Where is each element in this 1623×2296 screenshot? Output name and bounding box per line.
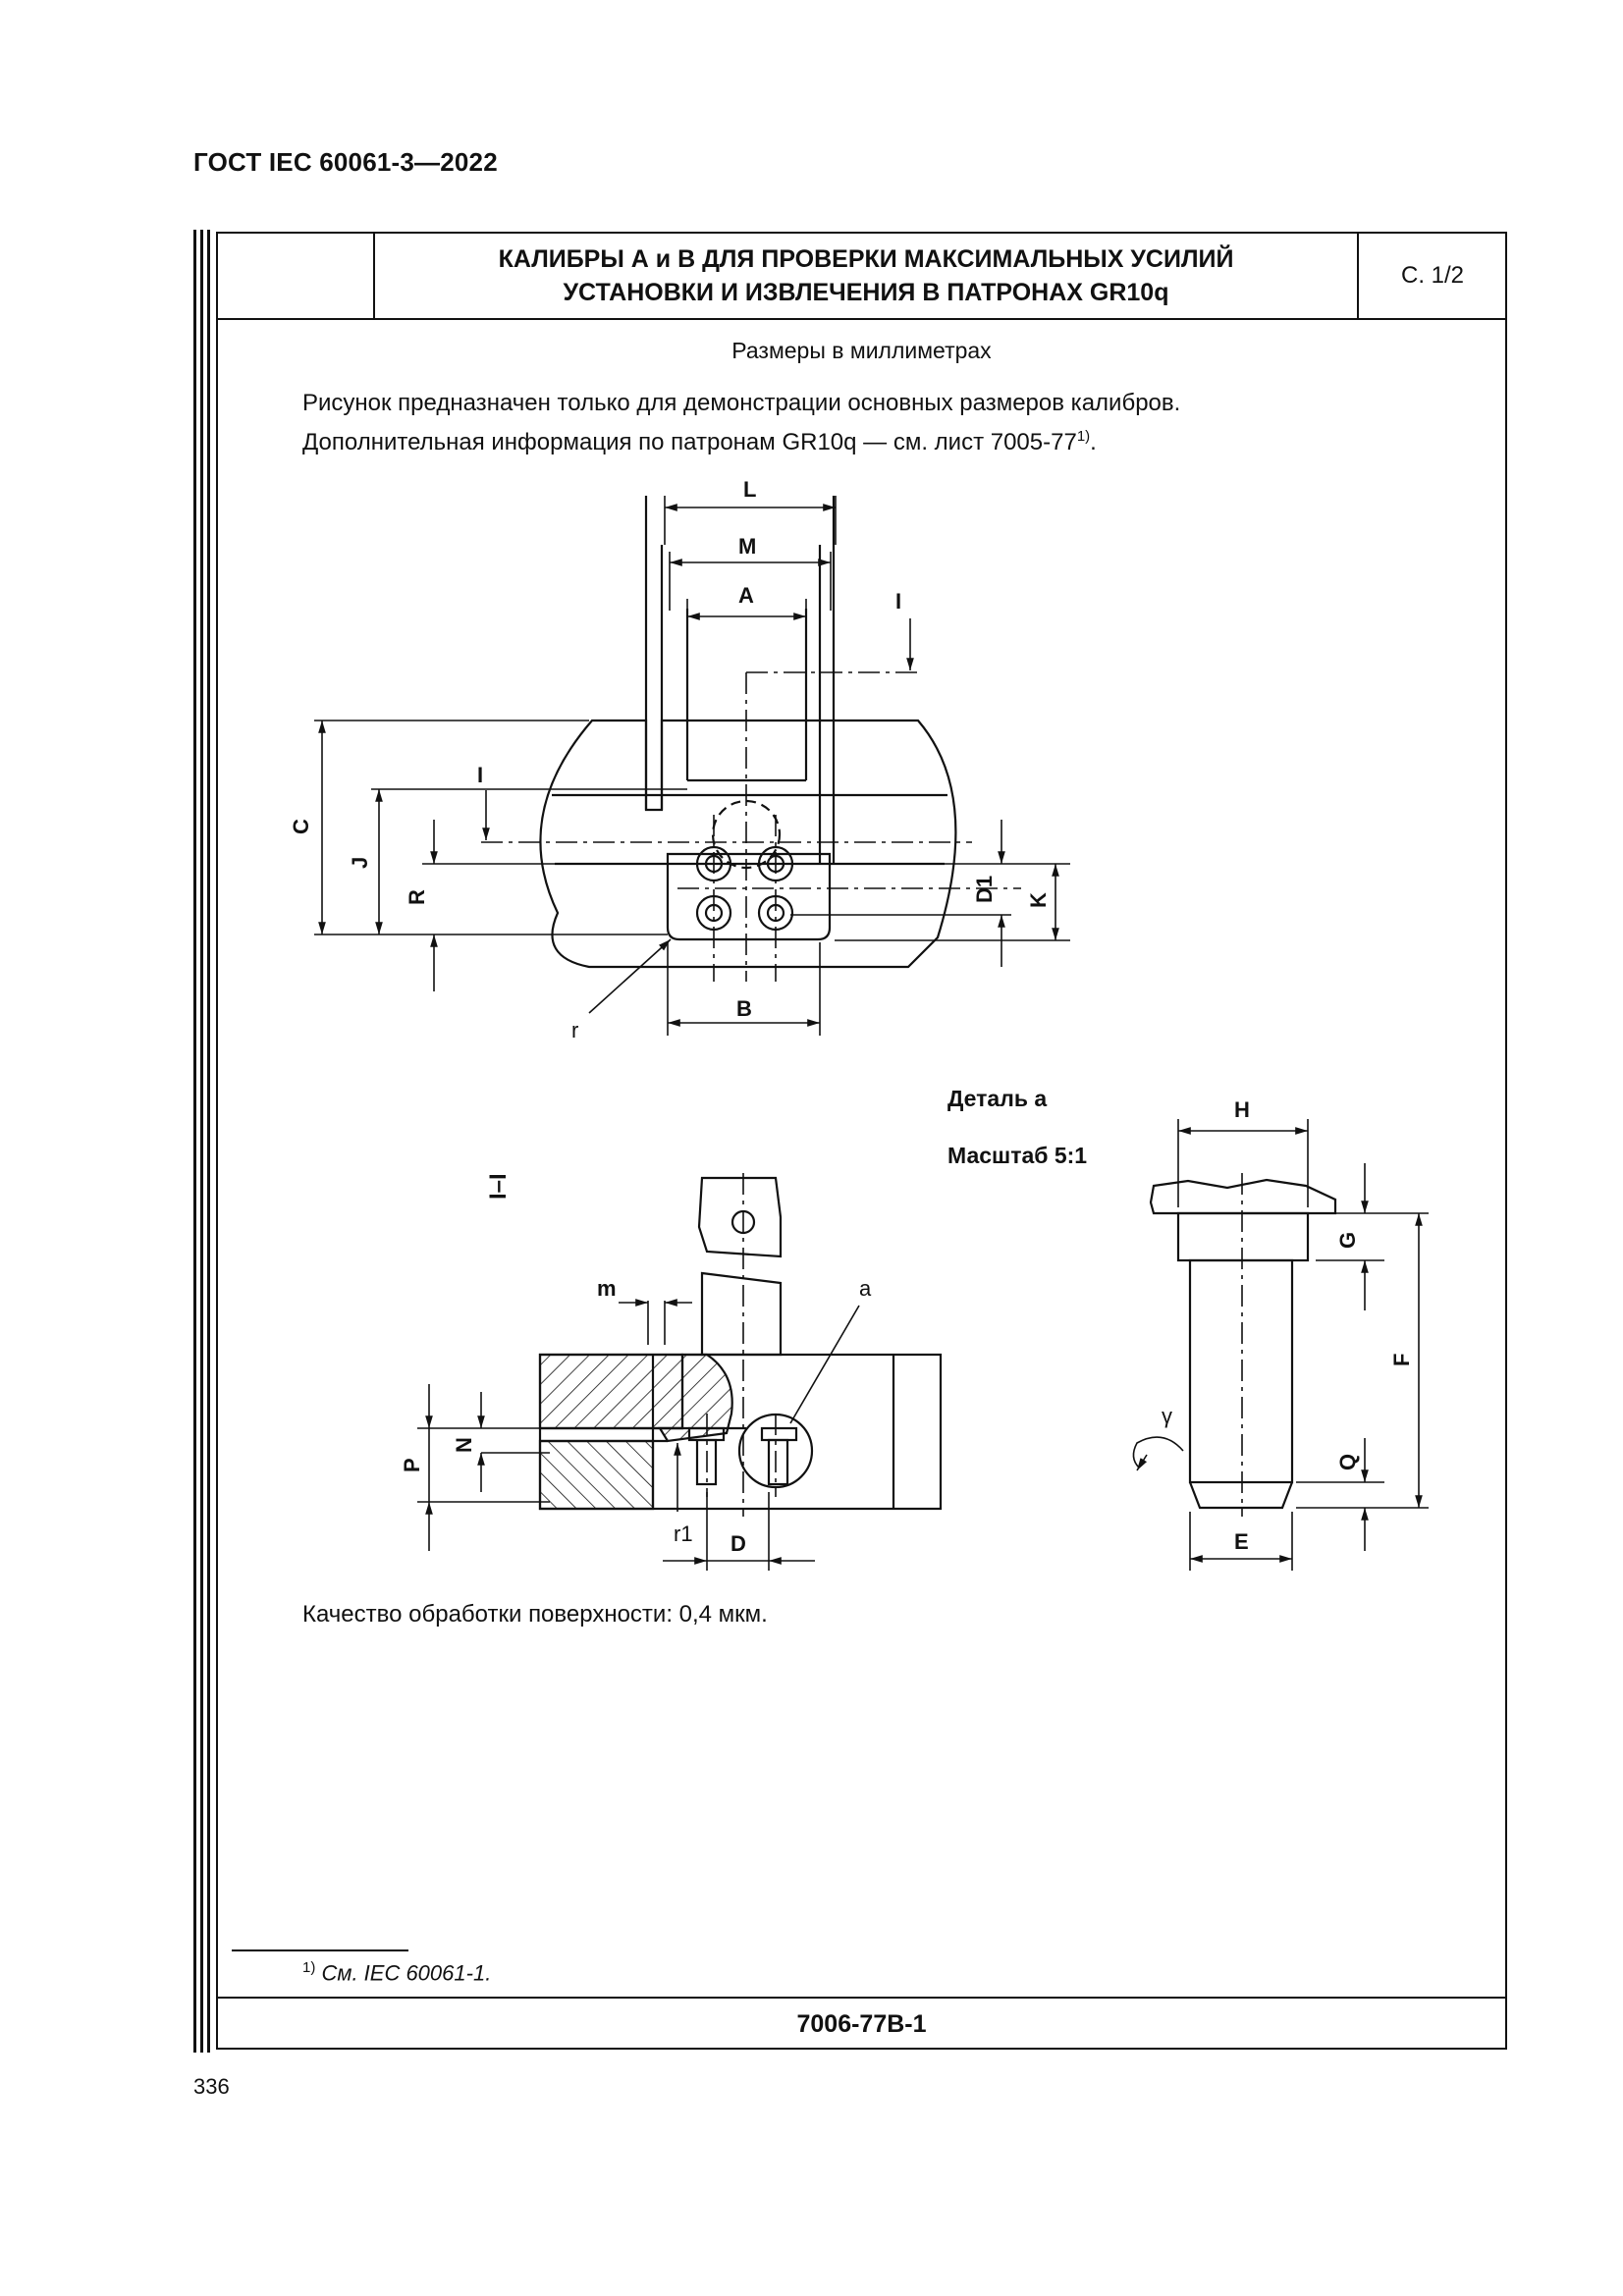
dim-label-L: L xyxy=(743,477,757,502)
dim-label-R: R xyxy=(405,889,429,905)
dim-label-D: D xyxy=(730,1531,746,1556)
dim-label-G: G xyxy=(1335,1231,1360,1249)
dim-label-K: K xyxy=(1026,892,1051,908)
sheet-title-line-1: КАЛИБРЫ А и В ДЛЯ ПРОВЕРКИ МАКСИМАЛЬНЫХ УСИЛИЙ xyxy=(498,245,1234,273)
dim-label-r: r xyxy=(571,1018,579,1042)
page-number: 336 xyxy=(193,2074,230,2099)
detail-scale: Масштаб 5:1 xyxy=(947,1143,1088,1168)
dim-label-F: F xyxy=(1389,1353,1414,1366)
dim-label-r1: r1 xyxy=(674,1522,693,1546)
dim-label-M: M xyxy=(738,534,757,559)
detail-callout-a: a xyxy=(859,1276,872,1301)
dim-label-D1: D1 xyxy=(972,875,997,903)
detail-labels xyxy=(1162,1097,1414,1554)
section-mark-I-left: I xyxy=(477,763,484,787)
intro-line-1: Рисунок предназначен только для демонстрации основных размеров калибров. xyxy=(302,390,1181,416)
footnote: $^{1)}$ См. IEC 60061-1. xyxy=(302,1959,492,1986)
dim-label-m: m xyxy=(597,1276,617,1301)
document-code: ГОСТ IEC 60061-3—2022 xyxy=(193,147,498,177)
dim-label-B: B xyxy=(736,996,752,1021)
section-mark-I: I xyxy=(895,589,902,614)
detail-title: Деталь а xyxy=(947,1086,1048,1111)
pin-detail xyxy=(1133,1180,1335,1508)
angle-label-gamma: γ xyxy=(1162,1404,1172,1428)
gauge-top-view xyxy=(540,496,955,967)
sheet-title-line-2: УСТАНОВКИ И ИЗВЛЕЧЕНИЯ В ПАТРОНАХ GR10q xyxy=(563,279,1169,306)
dim-label-P: P xyxy=(400,1458,424,1472)
dim-label-C: C xyxy=(289,819,313,834)
gauge-section-view xyxy=(540,1178,941,1509)
dim-label-A: A xyxy=(738,583,754,608)
intro-line-2: Дополнительная информация по патронам GR10q — см. лист 7005-77$^{1)}$. xyxy=(302,428,1097,455)
footnote-ref: 1) xyxy=(1076,428,1091,445)
dim-label-E: E xyxy=(1234,1529,1249,1554)
sheet-code: 7006-77B-1 xyxy=(218,1997,1505,2050)
dim-label-H: H xyxy=(1234,1097,1250,1122)
section-view-label: I–I xyxy=(485,1173,512,1200)
dim-label-N: N xyxy=(452,1437,476,1453)
sheet-index: С. 1/2 xyxy=(1400,262,1465,289)
units-note: Размеры в миллиметрах xyxy=(731,338,992,363)
dim-label-J: J xyxy=(348,856,372,869)
surface-quality-note: Качество обработки поверхности: 0,4 мкм. xyxy=(302,1601,768,1628)
dim-label-Q: Q xyxy=(1335,1453,1360,1470)
